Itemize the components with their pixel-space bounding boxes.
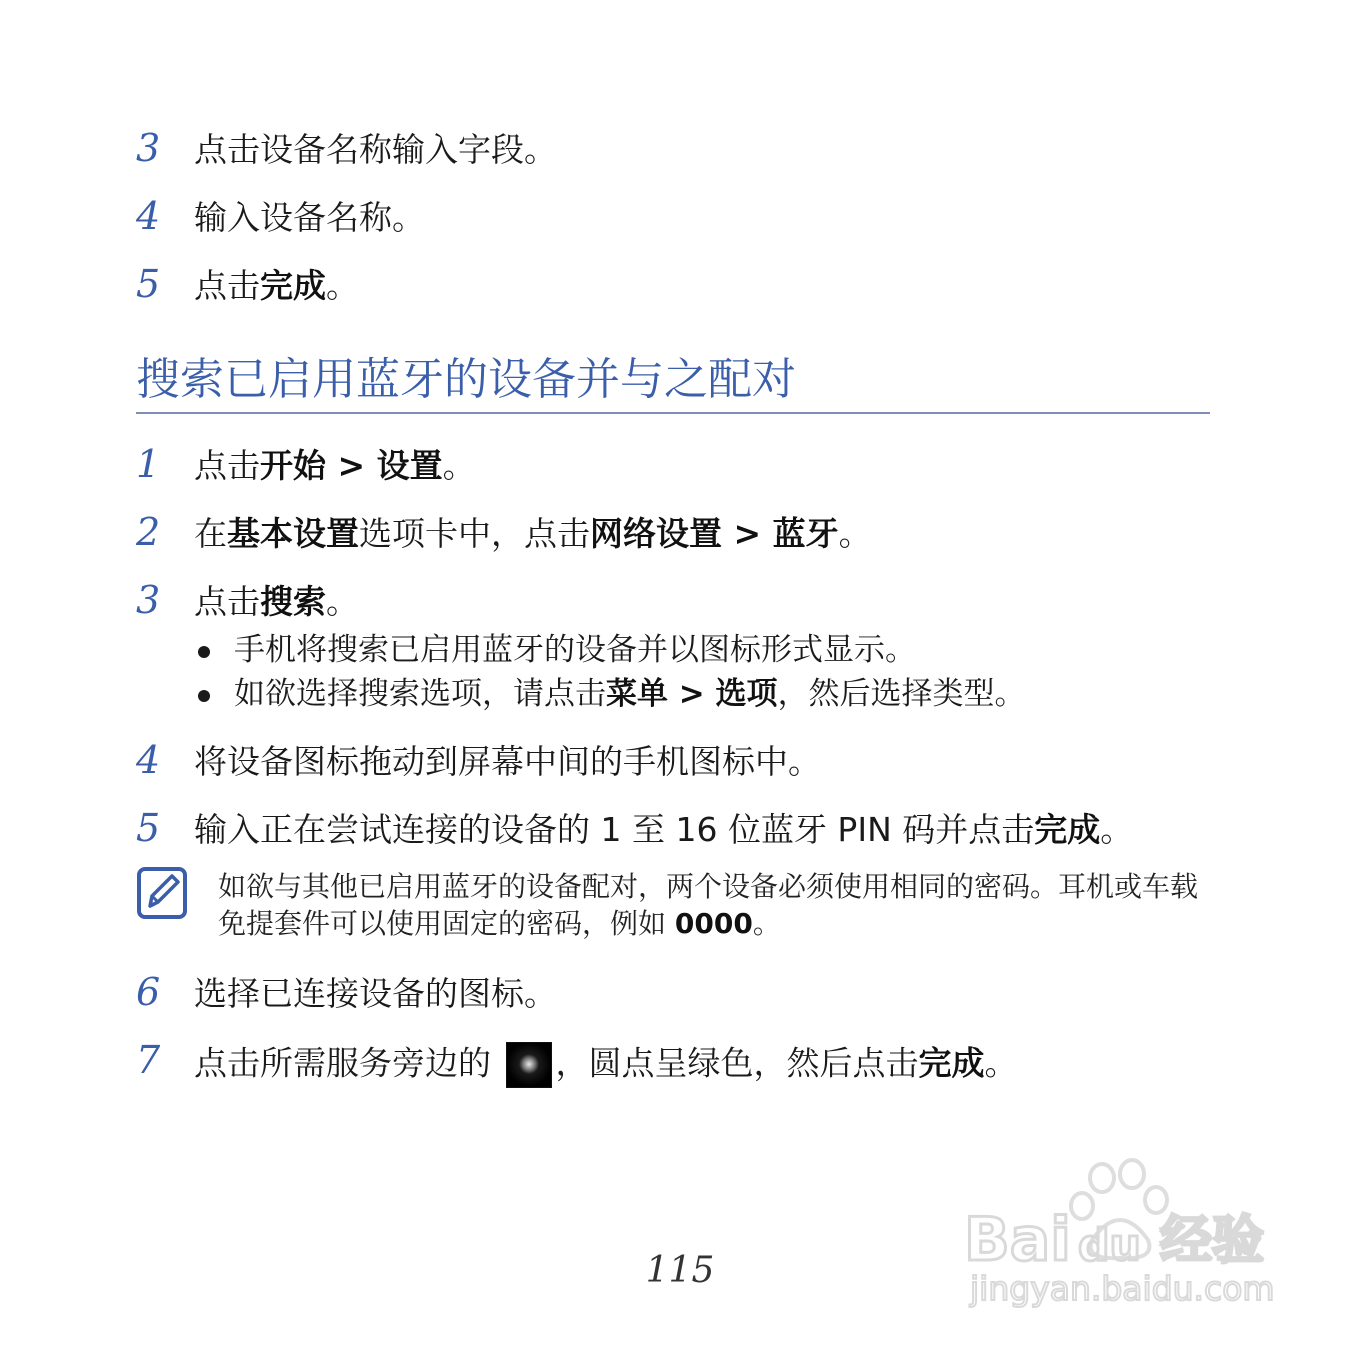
step-number: 6: [136, 970, 161, 1014]
bold-term: 开始 > 设置: [260, 446, 443, 485]
text-run: 输入设备名称。: [194, 198, 425, 237]
text-run: 点击: [194, 446, 260, 485]
step-text: [194, 514, 872, 554]
bold-term: 网络设置 > 蓝牙: [590, 514, 839, 553]
watermark-brand-2: du: [1078, 1220, 1141, 1271]
step-number: 4: [136, 738, 161, 782]
section-heading: [136, 350, 1210, 414]
service-dot-icon: [506, 1042, 552, 1088]
baidu-watermark-logo: [960, 1150, 1280, 1310]
text-run: 。: [838, 514, 872, 553]
bold-term: 完成: [260, 266, 326, 305]
page-number: 115: [645, 1250, 715, 1291]
text-run: 。: [326, 266, 359, 305]
section-heading-text: 搜索已启用蓝牙的设备并与之配对: [136, 354, 796, 405]
note-pencil-icon: [136, 866, 188, 920]
text-run: 点击: [194, 266, 260, 305]
bullet-text: [234, 630, 916, 670]
bullet-dot-icon: [198, 690, 210, 702]
bold-term: 基本设置: [227, 514, 359, 553]
watermark-url: jingyan.baidu.com: [970, 1269, 1275, 1308]
step-number: 5: [136, 806, 161, 850]
text-run: 如欲与其他已启用蓝牙的设备配对，两个设备必须使用相同的密码。耳机或车载免提套件可以使用固定的密码，例如: [218, 870, 1199, 940]
text-run: 。: [1100, 810, 1134, 849]
bold-term: 菜单 > 选项: [606, 676, 778, 712]
text-run: 在: [194, 514, 227, 553]
text-run: 选择已连接设备的图标。: [194, 974, 557, 1013]
step-number: 5: [136, 262, 161, 306]
note-text: [218, 868, 1208, 942]
text-run: 。: [442, 446, 476, 485]
text-run: 。: [984, 1043, 1018, 1083]
text-run: 手机将搜索已启用蓝牙的设备并以图标形式显示。: [234, 632, 916, 668]
text-run: 输入正在尝试连接的设备的 1 至 16 位蓝牙 PIN 码并点击: [194, 810, 1035, 849]
step-text: [194, 446, 476, 486]
text-run: 如欲选择搜索选项，请点击: [234, 676, 606, 712]
watermark-brand-3: 经验: [1160, 1211, 1265, 1271]
text-run: ，然后选择类型。: [777, 676, 1026, 712]
bold-term: 搜索: [260, 582, 326, 621]
text-run: 选项卡中，点击: [359, 514, 590, 553]
step-text: [194, 974, 557, 1014]
step-text: [194, 130, 557, 170]
bullet-dot-icon: [198, 646, 210, 658]
step-number: 7: [136, 1038, 161, 1082]
step-number: 2: [136, 510, 161, 554]
text-run: 。: [326, 582, 359, 621]
step-text: [194, 198, 425, 238]
step-text: [194, 1042, 1018, 1088]
text-run: 将设备图标拖动到屏幕中间的手机图标中。: [194, 742, 821, 781]
step-number: 3: [136, 578, 161, 622]
step-text: [194, 810, 1133, 850]
bold-term: 0000: [674, 907, 753, 940]
step-number: 1: [136, 442, 161, 486]
bullet-text: [234, 674, 1026, 714]
text-run: 。: [752, 907, 781, 940]
step-text: [194, 582, 359, 622]
text-run: ，圆点呈绿色，然后点击: [555, 1043, 919, 1083]
step-text: [194, 266, 359, 306]
text-run: 点击: [194, 582, 260, 621]
text-run: 点击设备名称输入字段。: [194, 130, 557, 169]
bold-term: 完成: [918, 1043, 985, 1083]
bold-term: 完成: [1034, 810, 1101, 849]
watermark-brand: Bai: [964, 1205, 1071, 1275]
text-run: 点击所需服务旁边的: [194, 1043, 502, 1083]
step-number: 3: [136, 126, 161, 170]
step-text: [194, 742, 821, 782]
step-number: 4: [136, 194, 161, 238]
